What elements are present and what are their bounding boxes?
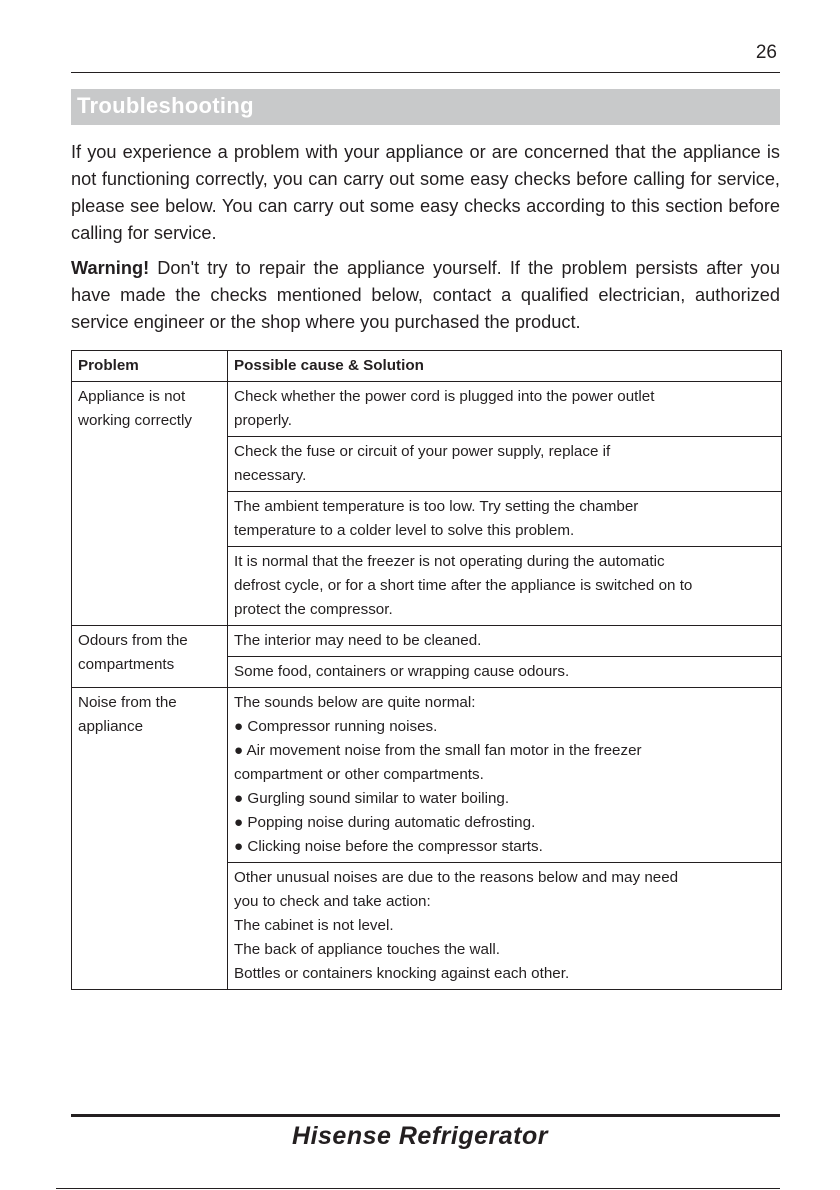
warning-label: Warning! <box>71 258 150 278</box>
solution-line: ● Air movement noise from the small fan motor in the freezer <box>234 742 642 759</box>
solution-line: Other unusual noises are due to the reasons below and may need <box>234 869 679 886</box>
solution-cell <box>228 688 782 863</box>
solution-line: The interior may need to be cleaned. <box>234 632 482 649</box>
table-body <box>72 382 782 990</box>
solution-line: properly. <box>234 412 292 429</box>
solution-line: It is normal that the freezer is not operating during the automatic <box>234 553 665 570</box>
solution-line: temperature to a colder level to solve this problem. <box>234 522 575 539</box>
page-number: 26 <box>755 42 777 63</box>
solution-line: compartment or other compartments. <box>234 766 484 783</box>
solution-line: protect the compressor. <box>234 601 393 618</box>
header-solution: Possible cause & Solution <box>228 351 782 382</box>
bottom-rule <box>71 1114 780 1117</box>
table-header-row <box>72 351 782 382</box>
table-row <box>72 382 782 437</box>
solution-line: ● Popping noise during automatic defrosting. <box>234 814 536 831</box>
solution-line: ● Clicking noise before the compressor starts. <box>234 838 543 855</box>
solution-cell <box>228 547 782 626</box>
section-title: Troubleshooting <box>77 93 254 118</box>
solution-cell <box>228 382 782 437</box>
solution-line: The back of appliance touches the wall. <box>234 941 500 958</box>
solution-line: The ambient temperature is too low. Try setting the chamber <box>234 498 639 515</box>
table-row <box>72 626 782 657</box>
troubleshooting-table <box>71 350 782 990</box>
warning-text: Don't try to repair the appliance yourself. If the problem persists after you have made the checks mentioned below, contact a qualified electrician, authorized service engineer or the shop where you purchased the product. <box>71 258 780 332</box>
warning-paragraph <box>71 255 780 336</box>
solution-cell <box>228 626 782 657</box>
solution-line: Check the fuse or circuit of your power supply, replace if <box>234 443 611 460</box>
solution-cell <box>228 437 782 492</box>
problem-cell: Appliance is not working correctly <box>72 382 228 626</box>
section-header-bar <box>71 89 780 125</box>
solution-cell <box>228 657 782 688</box>
intro-paragraph: If you experience a problem with your appliance or are concerned that the appliance is not functioning correctly, you can carry out some easy checks before calling for service, please see below. You can carry out some easy checks according to this section before calling for service. <box>71 142 780 243</box>
solution-line: Bottles or containers knocking against each other. <box>234 965 570 982</box>
solution-line: The sounds below are quite normal: <box>234 694 476 711</box>
solution-line: necessary. <box>234 467 307 484</box>
header-problem: Problem <box>72 351 228 382</box>
problem-cell: Odours from the compartments <box>72 626 228 688</box>
solution-line: ● Gurgling sound similar to water boiling. <box>234 790 510 807</box>
footer-rule <box>56 1188 780 1189</box>
table-row <box>72 688 782 863</box>
brand-footer: Hisense Refrigerator <box>292 1122 548 1150</box>
solution-line: ● Compressor running noises. <box>234 718 438 735</box>
solution-line: The cabinet is not level. <box>234 917 394 934</box>
solution-line: you to check and take action: <box>234 893 431 910</box>
top-rule <box>71 72 780 73</box>
solution-cell <box>228 863 782 990</box>
solution-cell <box>228 492 782 547</box>
solution-line: Check whether the power cord is plugged into the power outlet <box>234 388 655 405</box>
problem-cell: Noise from the appliance <box>72 688 228 990</box>
solution-line: defrost cycle, or for a short time after the appliance is switched on to <box>234 577 693 594</box>
solution-line: Some food, containers or wrapping cause odours. <box>234 663 570 680</box>
